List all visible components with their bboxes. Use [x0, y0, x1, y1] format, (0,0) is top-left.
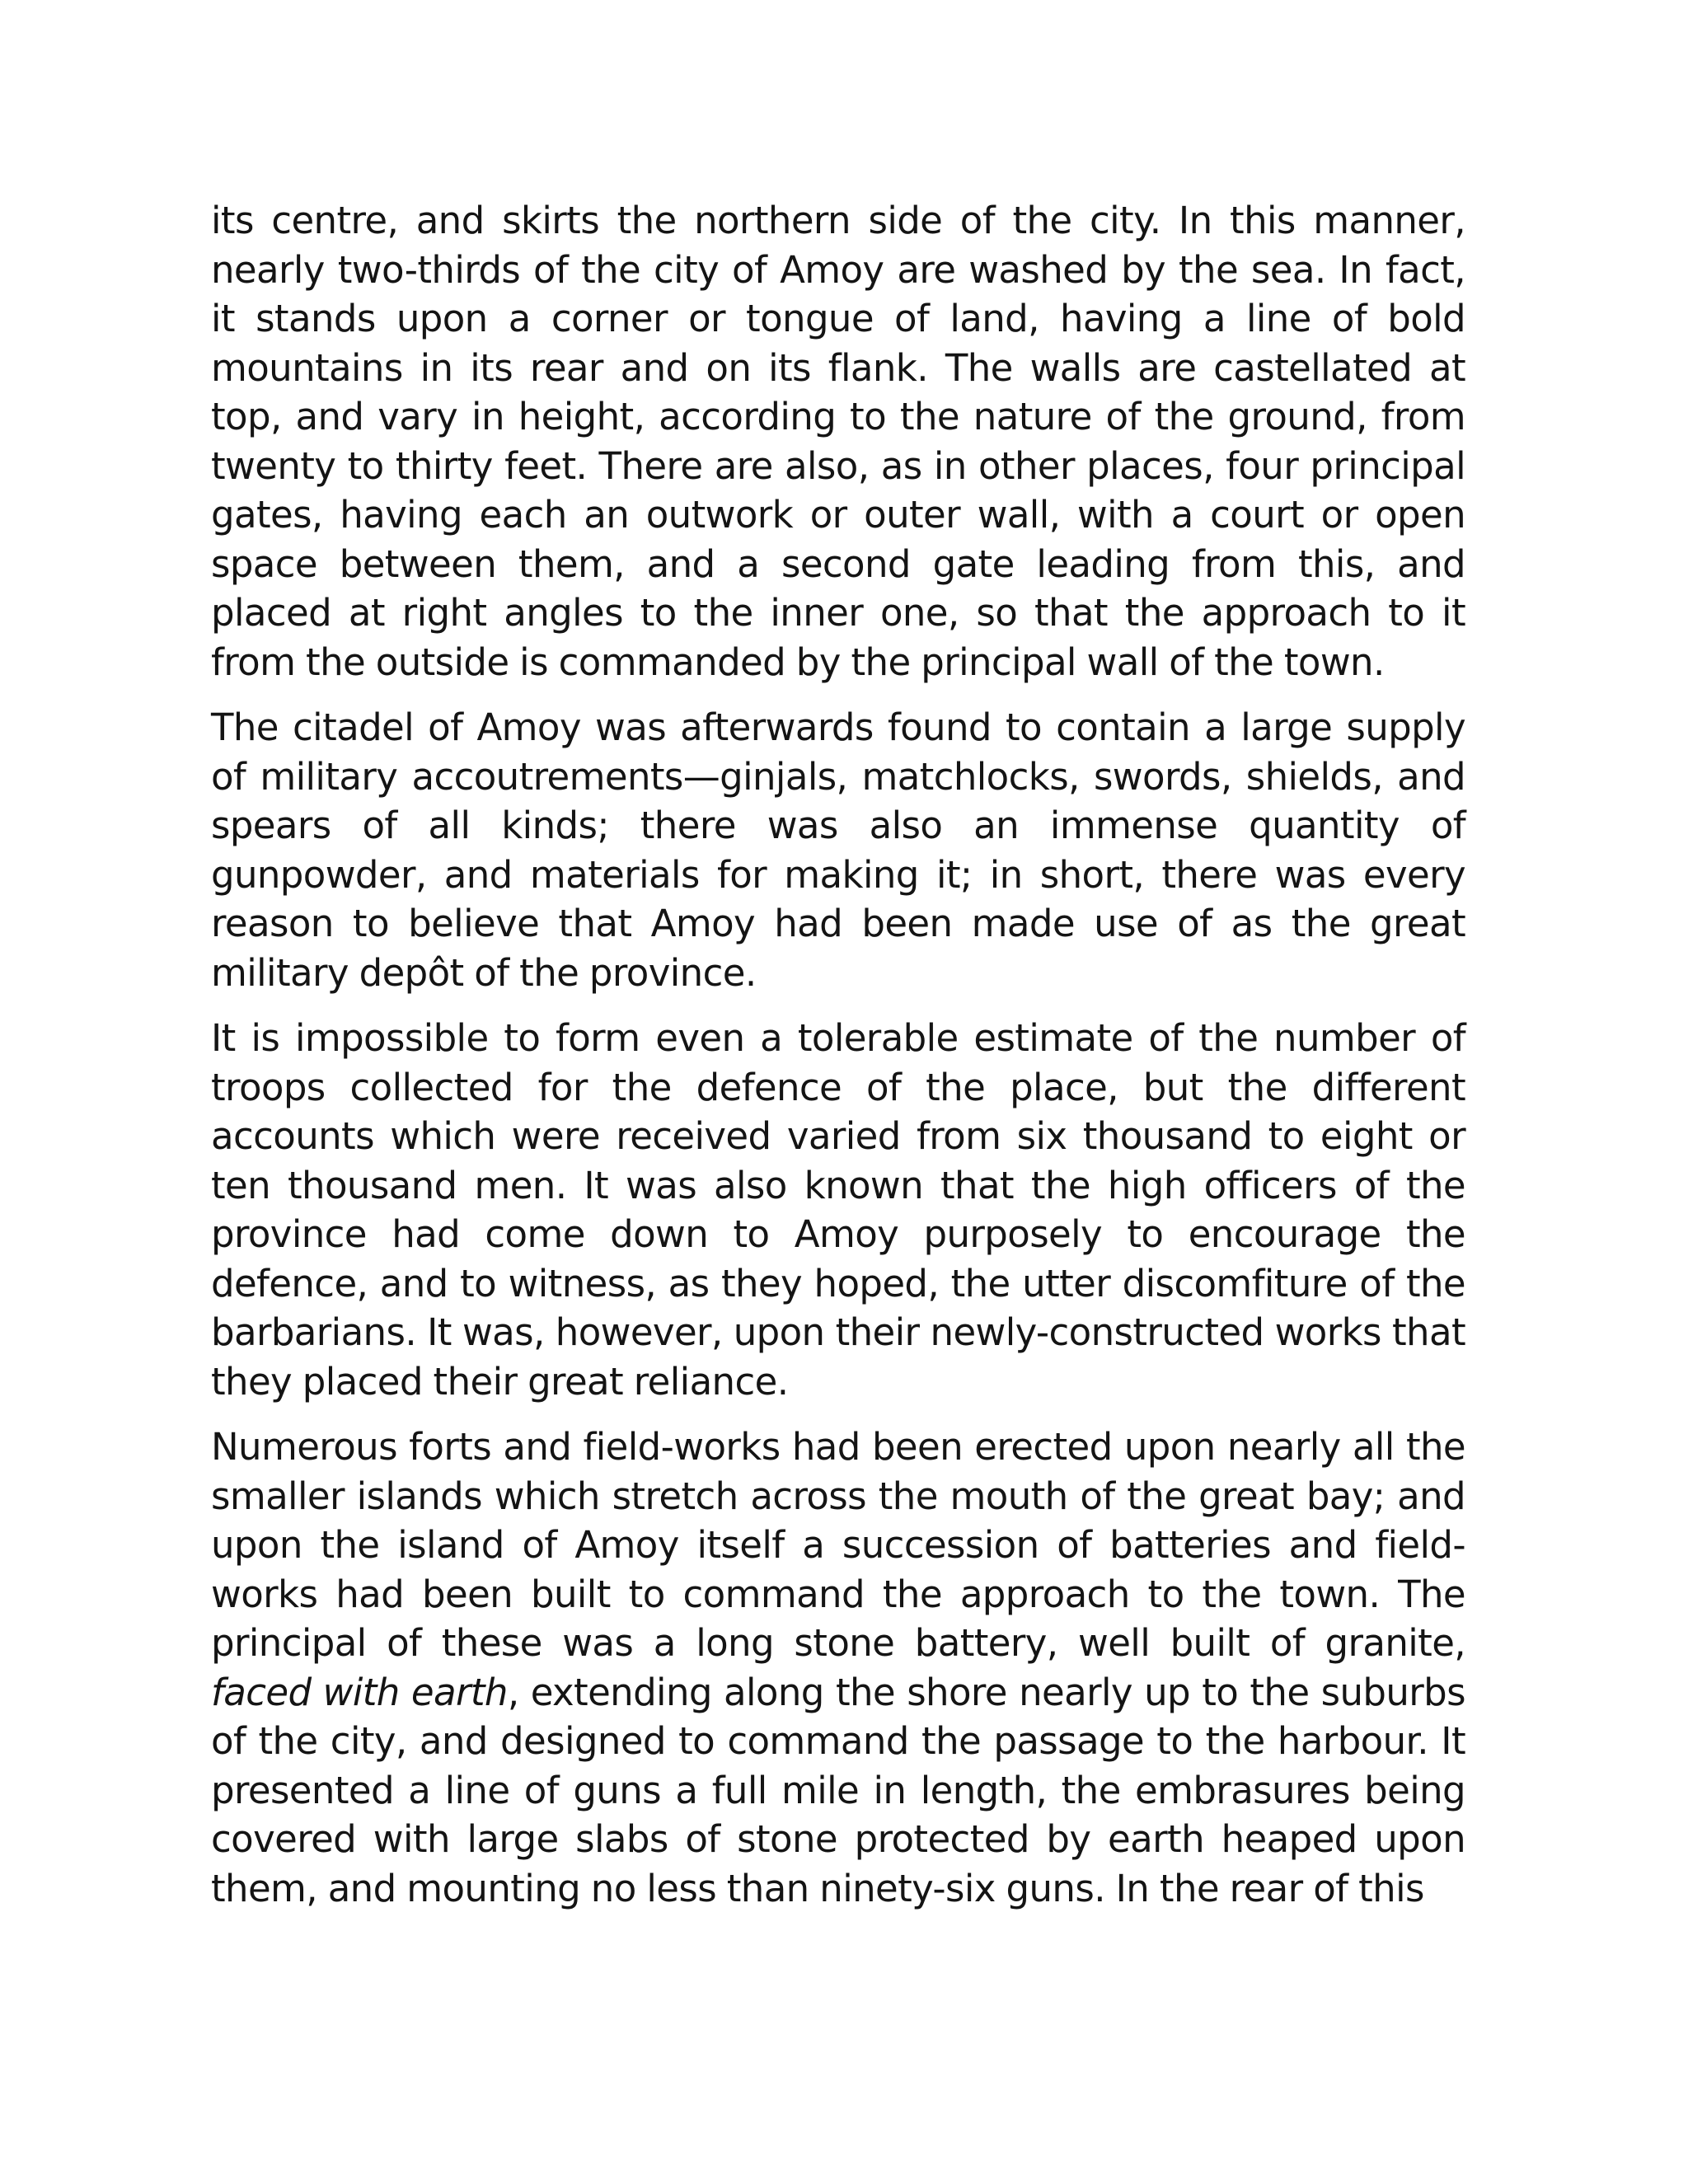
paragraph-2-text: The citadel of Amoy was afterwards found to contain a large supply of military accoutrements—ginjals, matchlocks, swords, shields, and spears of all kinds; there was also an immense quantity of gunpowder, and materials for making it; in short, there was every reason to believe that Amoy had been made use of as the great military depôt of the province. — [211, 705, 1465, 995]
paragraph-4-italic-text: faced with earth — [211, 1670, 508, 1714]
text-column — [211, 196, 1465, 1929]
paragraph-4-text-before: Numerous forts and field-works had been erected upon nearly all the smaller islands which stretch across the mouth of the great bay; and upon the island of Amoy itself a succession of batteries and field-works had been built to command the approach to the town. The principal of these was a long stone battery, well built of granite, — [211, 1425, 1465, 1665]
paragraph-3 — [211, 1014, 1465, 1406]
paragraph-2 — [211, 703, 1465, 997]
paragraph-4-text-after: , extending along the shore nearly up to the suburbs of the city, and designed to command the passage to the harbour. It presented a line of guns a full mile in length, the embrasures being covered with large slabs of stone protected by earth heaped upon them, and mounting no less than ninety-six guns. In the rear of this — [211, 1670, 1465, 1910]
paragraph-3-text: It is impossible to form even a tolerable estimate of the number of troops collected for the defence of the place, but the different accounts which were received varied from six thousand to eight or ten thousand men. It was also known that the high officers of the province had come down to Amoy purposely to encourage the defence, and to witness, as they hoped, the utter discomfiture of the barbarians. It was, however, upon their newly-constructed works that they placed their great reliance. — [211, 1016, 1465, 1404]
paragraph-1 — [211, 196, 1465, 687]
paragraph-1-text: its centre, and skirts the northern side of the city. In this manner, nearly two-thirds of the city of Amoy are washed by the sea. In fact, it stands upon a corner or tongue of land, having a line of bold mountains in its rear and on its flank. The walls are castellated at top, and vary in height, according to the nature of the ground, from twenty to thirty feet. There are also, as in other places, four principal gates, having each an outwork or outer wall, with a court or open space between them, and a second gate leading from this, and placed at right angles to the inner one, so that the approach to it from the outside is commanded by the principal wall of the town. — [211, 199, 1465, 684]
paragraph-4 — [211, 1422, 1465, 1913]
